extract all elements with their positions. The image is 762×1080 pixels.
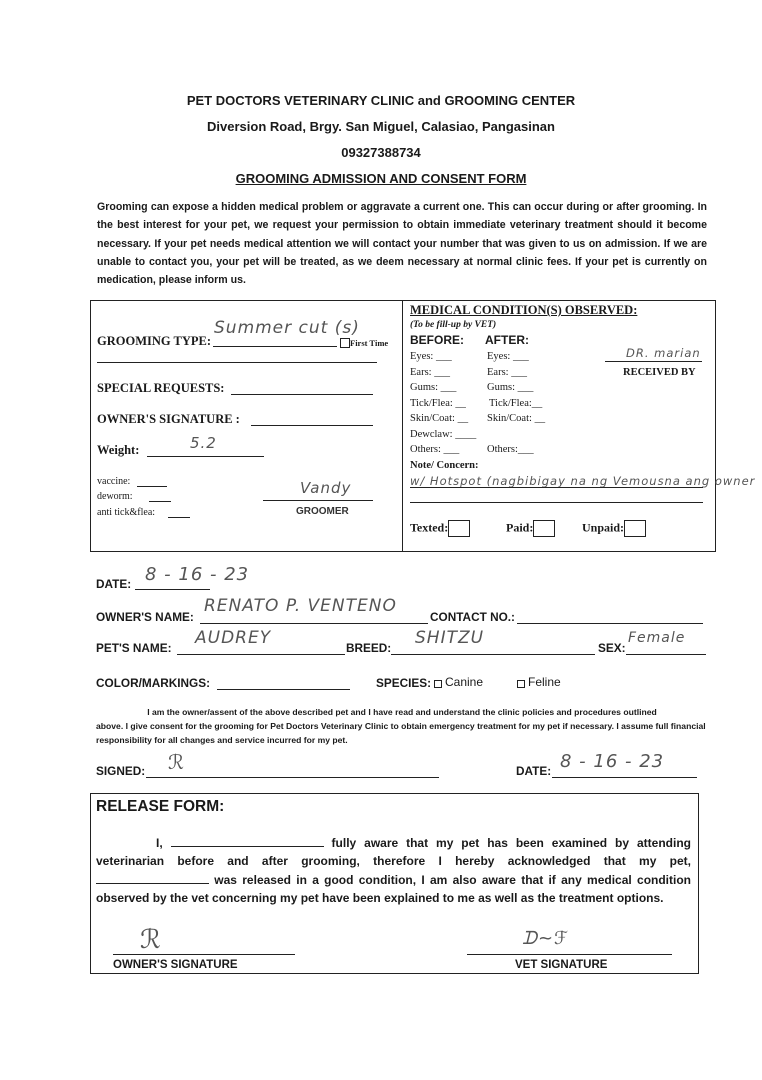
before-gums: Gums: ___ <box>410 382 457 393</box>
pet-name-value[interactable]: AUDREY <box>195 628 272 648</box>
signed-label: SIGNED: <box>96 764 146 778</box>
deworm-label: deworm: <box>97 491 133 502</box>
pet-name-label: PET'S NAME: <box>96 641 172 655</box>
after-skin-coat: Skin/Coat: __ <box>487 413 546 424</box>
paid-label: Paid: <box>506 520 555 537</box>
note-label: Note/ Concern: <box>410 460 479 471</box>
signed-line <box>146 777 439 778</box>
consent-line-1: I am the owner/assent of the above described pet and I have read and understand the clinic policies and procedures outlined <box>147 707 657 717</box>
box-divider <box>402 300 403 552</box>
received-by-label: RECEIVED BY <box>623 367 696 378</box>
before-tick-flea: Tick/Flea: __ <box>410 398 466 409</box>
date-value[interactable]: 8 - 16 - 23 <box>145 564 250 585</box>
sex-line <box>626 654 706 655</box>
feline-checkbox[interactable] <box>517 680 525 688</box>
pet-name-line <box>177 654 345 655</box>
grooming-type-line <box>213 346 337 347</box>
owner-name-label: OWNER'S NAME: <box>96 610 194 624</box>
clinic-name: PET DOCTORS VETERINARY CLINIC and GROOMING CENTER <box>186 93 576 108</box>
after-gums: Gums: ___ <box>487 382 534 393</box>
breed-value[interactable]: SHITZU <box>415 628 485 648</box>
medical-subtitle: (To be fill-up by VET) <box>410 320 497 330</box>
consent-date-line <box>552 777 697 778</box>
groomer-line <box>263 500 373 501</box>
grooming-type-label: GROOMING TYPE: <box>97 334 212 348</box>
first-time-label: First Time <box>350 338 389 348</box>
special-requests-label: SPECIAL REQUESTS: <box>97 381 225 395</box>
anti-tick-line <box>168 517 190 518</box>
color-markings-line <box>217 689 350 690</box>
consent-text: above. I give consent for the grooming for Pet Doctors Veterinary Clinic to obtain emergency treatment for my pet if necessary. I assume full financial responsibility for all changes and service incurred for my pet. <box>96 721 706 745</box>
first-time-checkbox[interactable] <box>340 338 350 348</box>
before-ears: Ears: ___ <box>410 367 450 378</box>
release-pet-blank[interactable] <box>96 871 209 884</box>
release-vet-sig-label: VET SIGNATURE <box>515 959 608 971</box>
clinic-phone: 09327388734 <box>341 145 421 160</box>
groomer-label: GROOMER <box>296 506 349 517</box>
paid-checkbox[interactable] <box>533 520 555 537</box>
species-label: SPECIES: <box>376 676 432 690</box>
consent-date-value[interactable]: 8 - 16 - 23 <box>560 751 665 772</box>
weight-value[interactable]: 5.2 <box>190 434 217 452</box>
after-ears: Ears: ___ <box>487 367 527 378</box>
release-owner-signature[interactable]: ℛ <box>140 925 162 955</box>
consent-date-label: DATE: <box>516 764 552 778</box>
release-bottom-line <box>90 973 699 974</box>
texted-label: Texted: <box>410 520 470 537</box>
note-value[interactable]: w/ Hotspot (nagbibigay na ng Vemousna ang owner <box>410 474 756 488</box>
date-line <box>135 589 210 590</box>
before-label: BEFORE: <box>410 333 464 347</box>
contact-label: CONTACT NO.: <box>430 610 515 624</box>
sex-value[interactable]: Female <box>628 630 686 646</box>
release-owner-sig-label: OWNER'S SIGNATURE <box>113 959 238 971</box>
before-dewclaw: Dewclaw: ____ <box>410 429 477 440</box>
canine-checkbox[interactable] <box>434 680 442 688</box>
note-line-1 <box>410 487 703 488</box>
after-eyes: Eyes: ___ <box>487 351 529 362</box>
signed-signature[interactable]: ℛ <box>168 750 185 774</box>
feline-label: Feline <box>528 675 561 689</box>
canine-label: Canine <box>445 675 484 689</box>
form-title: GROOMING ADMISSION AND CONSENT FORM <box>235 171 527 186</box>
breed-line <box>391 654 595 655</box>
vaccine-line <box>137 486 167 487</box>
after-tick-flea: Tick/Flea:__ <box>489 398 543 409</box>
before-skin-coat: Skin/Coat: __ <box>410 413 469 424</box>
groomer-name[interactable]: Vandy <box>300 479 352 497</box>
sex-label: SEX: <box>598 641 626 655</box>
received-by-name[interactable]: DR. marian <box>626 346 701 360</box>
release-text: I, fully aware that my pet has been examined by attending veterinarian before and after grooming, therefore I hereby acknowledged that my pet, was released in a good condition, I am also aware that if any medical condition observed by the vet concerning my pet have been explained to me as well as the treatment options. <box>96 836 692 906</box>
after-label: AFTER: <box>485 333 529 347</box>
before-others: Others: ___ <box>410 444 460 455</box>
clinic-address: Diversion Road, Brgy. San Miguel, Calasiao, Pangasinan <box>207 119 555 134</box>
deworm-line <box>149 501 171 502</box>
before-eyes: Eyes: ___ <box>410 351 452 362</box>
received-by-line <box>605 361 702 362</box>
owners-signature-label: OWNER'S SIGNATURE : <box>97 412 240 426</box>
date-label: DATE: <box>96 577 132 591</box>
release-owner-blank[interactable] <box>171 834 324 847</box>
breed-label: BREED: <box>346 641 392 655</box>
owners-signature-line <box>251 425 373 426</box>
texted-checkbox[interactable] <box>448 520 470 537</box>
owner-name-line <box>200 623 428 624</box>
owner-name-value[interactable]: RENATO P. VENTENO <box>204 596 397 616</box>
contact-line <box>517 623 703 624</box>
special-requests-line <box>231 394 373 395</box>
release-title: RELEASE FORM: <box>96 798 225 815</box>
unpaid-checkbox[interactable] <box>624 520 646 537</box>
weight-label: Weight: <box>97 443 140 457</box>
grooming-type-line-2 <box>97 362 377 363</box>
anti-tick-label: anti tick&flea: <box>97 507 156 518</box>
release-vet-sig-line <box>467 954 672 955</box>
release-owner-sig-line <box>113 954 295 955</box>
unpaid-label: Unpaid: <box>582 520 646 537</box>
medical-title: MEDICAL CONDITION(S) OBSERVED: <box>410 303 638 317</box>
color-markings-label: COLOR/MARKINGS: <box>96 676 211 690</box>
after-others: Others:___ <box>487 444 534 455</box>
grooming-type-value[interactable]: Summer cut (s) <box>214 318 360 338</box>
intro-paragraph: Grooming can expose a hidden medical problem or aggravate a current one. This can occur during or after grooming. In the best interest for your pet, we request your permission to obtain immediate veterinary treatment should it become necessary. If your pet needs medical attention we will contact your number that was given to us on admission. If we are unable to contact you, your pet will be treated, as we deem necessary at normal clinic fees. If your pet is currently on medication, please inform us. <box>97 201 707 287</box>
note-line-2 <box>410 502 703 503</box>
weight-line <box>147 456 264 457</box>
release-vet-signature[interactable]: ᗪ~ℱ <box>522 928 570 949</box>
vaccine-label: vaccine: <box>97 476 131 487</box>
